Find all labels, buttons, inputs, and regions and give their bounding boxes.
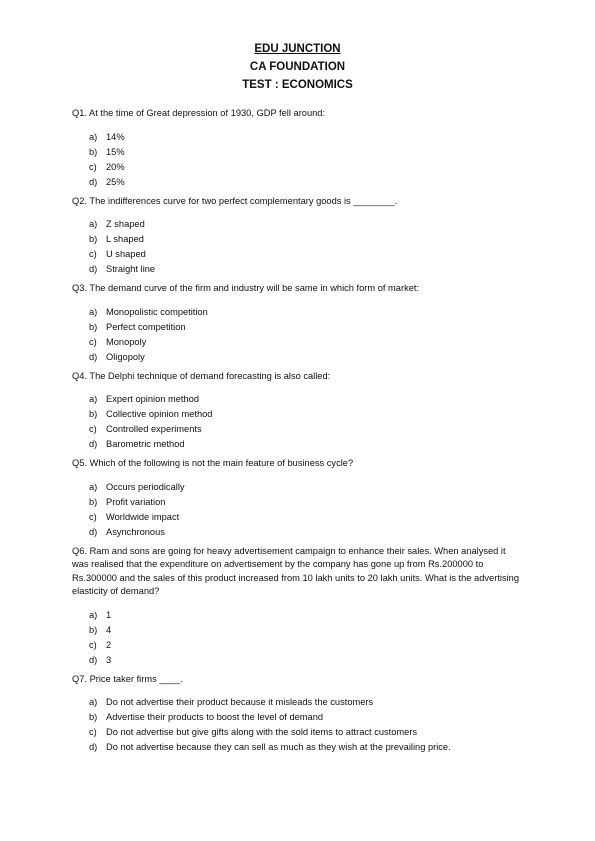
option-letter: b)	[89, 409, 98, 419]
answer-option	[89, 638, 522, 653]
option-letter: c)	[89, 161, 97, 172]
option-text: 2	[106, 639, 112, 650]
option-list	[89, 130, 522, 190]
answer-option	[89, 480, 522, 495]
answer-option	[89, 437, 522, 452]
option-letter: a)	[89, 697, 98, 707]
option-text: Barometric method	[106, 439, 185, 449]
option-text: L shaped	[106, 234, 144, 244]
option-letter: d)	[89, 439, 98, 449]
option-letter: c)	[89, 727, 97, 737]
option-list	[89, 305, 522, 365]
answer-option	[89, 350, 522, 365]
answer-option	[89, 175, 522, 190]
option-text: Do not advertise their product because it misleads the customers	[106, 697, 374, 707]
answer-option	[89, 392, 522, 407]
question-text: Q4. The Delphi technique of demand forecasting is also called:	[72, 370, 331, 381]
option-text: Straight line	[106, 264, 156, 274]
answer-option	[89, 335, 522, 350]
answer-option	[89, 608, 522, 623]
answer-option	[89, 653, 522, 668]
option-letter: c)	[89, 639, 97, 650]
answer-option	[89, 130, 522, 145]
option-text: Oligopoly	[106, 351, 145, 362]
option-text: Advertise their products to boost the level of demand	[106, 712, 324, 722]
option-letter: d)	[89, 654, 98, 665]
option-letter: b)	[89, 624, 98, 635]
option-letter: c)	[89, 336, 97, 347]
option-text: 15%	[106, 146, 125, 157]
answer-option	[89, 510, 522, 525]
option-letter: b)	[89, 234, 98, 244]
option-text: Monopolistic competition	[106, 306, 208, 317]
option-letter: b)	[89, 321, 98, 332]
answer-option	[89, 232, 522, 247]
institute-name: EDU JUNCTION	[254, 43, 341, 55]
question-text: Q3. The demand curve of the firm and industry will be same in which form of market:	[72, 283, 420, 293]
option-list	[89, 695, 522, 755]
option-letter: c)	[89, 424, 97, 434]
option-text: 20%	[106, 161, 125, 172]
question-block	[72, 282, 522, 365]
option-list	[89, 608, 522, 668]
option-text: U shaped	[106, 249, 146, 259]
answer-option	[89, 525, 522, 540]
course-name: CA FOUNDATION	[249, 61, 346, 73]
option-letter: a)	[89, 481, 98, 492]
answer-option	[89, 710, 522, 725]
test-title: TEST : ECONOMICS	[242, 79, 353, 91]
question-block	[72, 545, 522, 668]
option-text: Z shaped	[106, 219, 145, 229]
answer-option	[89, 623, 522, 638]
option-list	[89, 392, 522, 452]
option-text: Controlled experiments	[106, 424, 202, 434]
option-text: Perfect competition	[106, 321, 186, 332]
question-block	[72, 370, 522, 453]
answer-option	[89, 305, 522, 320]
option-letter: b)	[89, 712, 98, 722]
question-text: Q6. Ram and sons are going for heavy advertisement campaign to enhance their sales. When analysed it was realised that the expenditure on advertisement by the company has gone up from Rs.200000 to Rs.300000 and the sales of this product increased from 10 lakh units to 20 lakh units. What is the advertising elasticity of demand?	[72, 545, 520, 596]
answer-option	[89, 320, 522, 335]
option-text: Asynchronous	[106, 526, 165, 537]
question-text: Q2. The indifferences curve for two perfect complementary goods is ________.	[72, 195, 398, 206]
question-block	[72, 673, 522, 756]
option-letter: a)	[89, 609, 98, 620]
question-text: Q7. Price taker firms ____.	[72, 673, 183, 684]
option-letter: a)	[89, 219, 98, 229]
question-list	[72, 107, 522, 760]
option-text: Worldwide impact	[106, 511, 180, 522]
document-header	[0, 40, 595, 94]
answer-option	[89, 740, 522, 755]
answer-option	[89, 407, 522, 422]
answer-option	[89, 495, 522, 510]
option-text: Expert opinion method	[106, 394, 200, 404]
option-list	[89, 480, 522, 540]
answer-option	[89, 262, 522, 277]
option-text: Do not advertise but give gifts along with the sold items to attract customers	[106, 727, 418, 737]
option-list	[89, 217, 522, 277]
option-text: Monopoly	[106, 336, 147, 347]
option-text: 1	[106, 609, 112, 620]
question-text: Q1. At the time of Great depression of 1930, GDP fell around:	[72, 108, 326, 118]
question-block	[72, 107, 522, 190]
question-text: Q5. Which of the following is not the main feature of business cycle?	[72, 458, 354, 468]
question-block	[72, 195, 522, 278]
option-letter: d)	[89, 351, 98, 362]
option-text: Collective opinion method	[106, 409, 213, 419]
option-text: 3	[106, 654, 112, 665]
option-letter: d)	[89, 526, 98, 537]
answer-option	[89, 725, 522, 740]
answer-option	[89, 247, 522, 262]
option-letter: c)	[89, 511, 97, 522]
option-letter: d)	[89, 264, 98, 274]
answer-option	[89, 422, 522, 437]
option-letter: c)	[89, 249, 97, 259]
question-block	[72, 457, 522, 540]
answer-option	[89, 695, 522, 710]
option-letter: a)	[89, 131, 98, 142]
option-text: 14%	[106, 131, 125, 142]
option-letter: a)	[89, 306, 98, 317]
option-letter: b)	[89, 146, 98, 157]
answer-option	[89, 160, 522, 175]
answer-option	[89, 217, 522, 232]
option-text: 25%	[106, 176, 125, 187]
option-letter: b)	[89, 496, 98, 507]
option-text: Occurs periodically	[106, 481, 185, 492]
option-letter: d)	[89, 742, 98, 752]
option-letter: d)	[89, 176, 98, 187]
option-text: 4	[106, 624, 112, 635]
answer-option	[89, 145, 522, 160]
option-letter: a)	[89, 394, 98, 404]
option-text: Profit variation	[106, 496, 166, 507]
option-text: Do not advertise because they can sell as much as they wish at the prevailing price.	[106, 742, 451, 752]
